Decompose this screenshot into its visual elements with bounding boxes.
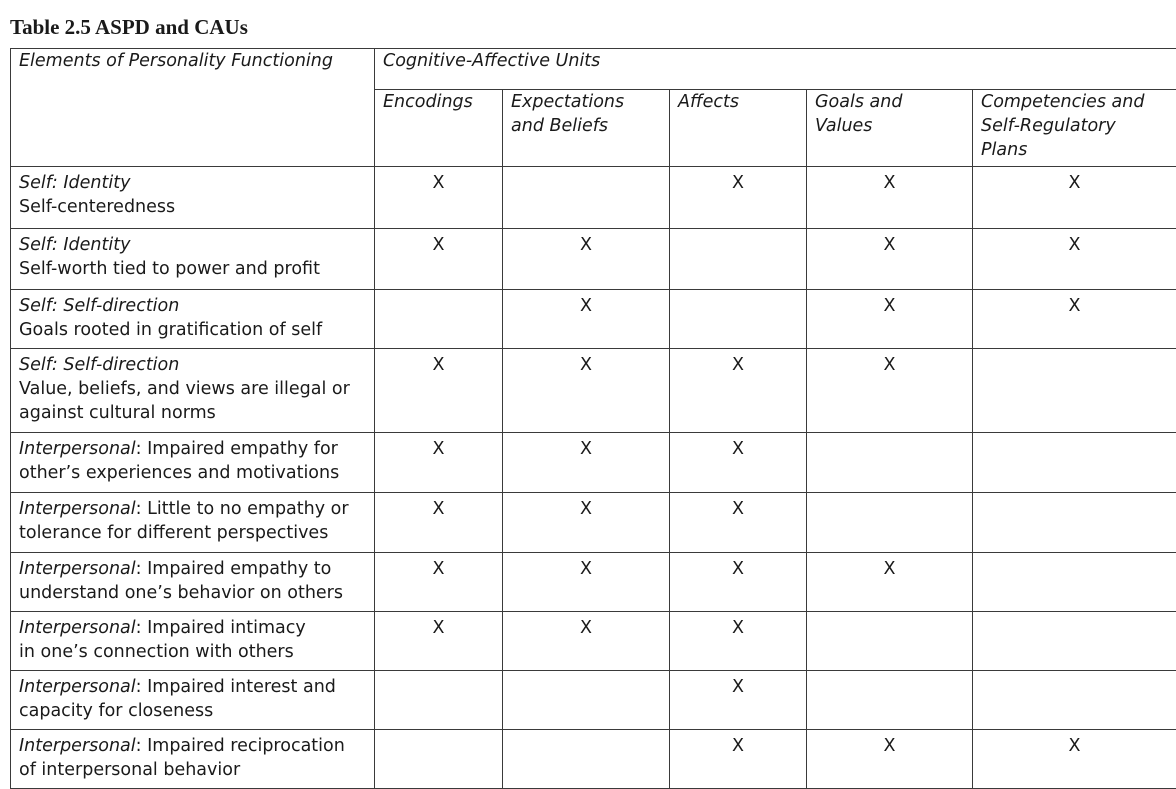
column-header-line: Expectations xyxy=(511,90,661,114)
element-category: Self: Identity xyxy=(19,235,130,255)
table-row xyxy=(11,553,1176,612)
table-row xyxy=(11,612,1176,671)
element-description: Self-centeredness xyxy=(19,195,366,219)
mark-cell-goals-values: X xyxy=(807,167,973,229)
column-header-competencies-plans xyxy=(973,90,1176,167)
header-row xyxy=(11,49,1176,90)
mark-cell-encodings: X xyxy=(375,167,503,229)
mark-cell-goals-values: X xyxy=(807,553,973,612)
mark-cell-expectations-beliefs: X xyxy=(503,349,670,433)
table-row xyxy=(11,229,1176,290)
mark-cell-goals-values: X xyxy=(807,349,973,433)
mark-cell-affects: X xyxy=(670,493,807,553)
mark-cell-competencies-plans: X xyxy=(973,290,1176,349)
element-category: Interpersonal xyxy=(19,559,136,579)
element-description-start: : Impaired intimacy xyxy=(136,618,306,638)
table-caption: Table 2.5 ASPD and CAUs xyxy=(10,15,248,40)
mark-cell-expectations-beliefs: X xyxy=(503,553,670,612)
element-cell xyxy=(11,349,375,433)
mark-cell-goals-values xyxy=(807,671,973,730)
element-heading xyxy=(19,437,366,461)
column-header-line: Goals and xyxy=(815,90,964,114)
mark-cell-encodings: X xyxy=(375,229,503,290)
mark-cell-encodings xyxy=(375,730,503,789)
table-row xyxy=(11,671,1176,730)
element-category: Self: Self-direction xyxy=(19,296,179,316)
element-category: Interpersonal xyxy=(19,677,136,697)
mark-cell-goals-values xyxy=(807,433,973,493)
column-header-line: Self-Regulatory xyxy=(981,114,1168,138)
aspd-cau-table xyxy=(10,48,1176,789)
column-header-goals-values xyxy=(807,90,973,167)
mark-cell-encodings xyxy=(375,671,503,730)
element-description: capacity for closeness xyxy=(19,699,366,723)
table-row xyxy=(11,167,1176,229)
mark-cell-encodings: X xyxy=(375,553,503,612)
element-description: other’s experiences and motivations xyxy=(19,461,366,485)
element-cell xyxy=(11,493,375,553)
element-description-start: : Impaired empathy to xyxy=(136,559,332,579)
mark-cell-encodings: X xyxy=(375,612,503,671)
element-heading xyxy=(19,734,366,758)
element-cell xyxy=(11,730,375,789)
mark-cell-competencies-plans: X xyxy=(973,167,1176,229)
mark-cell-affects xyxy=(670,290,807,349)
elements-header: Elements of Personality Functioning xyxy=(11,49,375,167)
element-heading xyxy=(19,294,366,318)
element-cell xyxy=(11,612,375,671)
mark-cell-competencies-plans xyxy=(973,671,1176,730)
mark-cell-encodings: X xyxy=(375,349,503,433)
table-row xyxy=(11,730,1176,789)
element-category: Interpersonal xyxy=(19,499,136,519)
element-description: tolerance for different perspectives xyxy=(19,521,366,545)
mark-cell-goals-values: X xyxy=(807,290,973,349)
mark-cell-expectations-beliefs: X xyxy=(503,229,670,290)
column-header-line: Competencies and xyxy=(981,90,1168,114)
mark-cell-affects: X xyxy=(670,349,807,433)
mark-cell-goals-values: X xyxy=(807,730,973,789)
element-category: Self: Self-direction xyxy=(19,355,179,375)
mark-cell-affects: X xyxy=(670,167,807,229)
mark-cell-affects: X xyxy=(670,553,807,612)
element-description-start: : Impaired reciprocation xyxy=(136,736,345,756)
mark-cell-encodings xyxy=(375,290,503,349)
table-body xyxy=(11,49,1176,789)
element-category: Self: Identity xyxy=(19,173,130,193)
element-heading xyxy=(19,353,366,377)
mark-cell-competencies-plans xyxy=(973,553,1176,612)
table-row xyxy=(11,433,1176,493)
mark-cell-expectations-beliefs: X xyxy=(503,290,670,349)
element-cell xyxy=(11,553,375,612)
column-header-line: Values xyxy=(815,114,964,138)
table-row xyxy=(11,349,1176,433)
element-description: Value, beliefs, and views are illegal or xyxy=(19,377,366,401)
element-heading xyxy=(19,675,366,699)
mark-cell-expectations-beliefs xyxy=(503,730,670,789)
column-header-encodings xyxy=(375,90,503,167)
element-cell xyxy=(11,290,375,349)
mark-cell-affects: X xyxy=(670,730,807,789)
mark-cell-expectations-beliefs xyxy=(503,167,670,229)
element-cell xyxy=(11,167,375,229)
column-header-line: Affects xyxy=(678,90,798,114)
cau-header: Cognitive-Affective Units xyxy=(375,49,1176,90)
mark-cell-competencies-plans xyxy=(973,493,1176,553)
column-header-line: Encodings xyxy=(383,90,494,114)
element-description: Goals rooted in gratification of self xyxy=(19,318,366,342)
mark-cell-goals-values: X xyxy=(807,229,973,290)
table-row xyxy=(11,493,1176,553)
mark-cell-encodings: X xyxy=(375,493,503,553)
mark-cell-affects: X xyxy=(670,433,807,493)
column-header-line: and Beliefs xyxy=(511,114,661,138)
mark-cell-expectations-beliefs: X xyxy=(503,433,670,493)
element-category: Interpersonal xyxy=(19,618,136,638)
element-heading xyxy=(19,497,366,521)
mark-cell-expectations-beliefs xyxy=(503,671,670,730)
element-cell xyxy=(11,433,375,493)
element-description: against cultural norms xyxy=(19,401,366,425)
element-description: of interpersonal behavior xyxy=(19,758,366,782)
mark-cell-competencies-plans xyxy=(973,433,1176,493)
mark-cell-goals-values xyxy=(807,493,973,553)
element-heading xyxy=(19,233,366,257)
element-heading xyxy=(19,616,366,640)
element-heading xyxy=(19,557,366,581)
element-description-start: : Impaired interest and xyxy=(136,677,336,697)
element-description-start: : Little to no empathy or xyxy=(136,499,349,519)
element-description-start: : Impaired empathy for xyxy=(136,439,338,459)
mark-cell-encodings: X xyxy=(375,433,503,493)
mark-cell-affects: X xyxy=(670,612,807,671)
column-header-expectations-beliefs xyxy=(503,90,670,167)
element-description: understand one’s behavior on others xyxy=(19,581,366,605)
mark-cell-expectations-beliefs: X xyxy=(503,612,670,671)
mark-cell-affects xyxy=(670,229,807,290)
element-category: Interpersonal xyxy=(19,736,136,756)
element-category: Interpersonal xyxy=(19,439,136,459)
mark-cell-competencies-plans xyxy=(973,612,1176,671)
mark-cell-affects: X xyxy=(670,671,807,730)
mark-cell-competencies-plans: X xyxy=(973,229,1176,290)
mark-cell-competencies-plans xyxy=(973,349,1176,433)
element-cell xyxy=(11,671,375,730)
mark-cell-expectations-beliefs: X xyxy=(503,493,670,553)
element-heading xyxy=(19,171,366,195)
element-description: in one’s connection with others xyxy=(19,640,366,664)
column-header-affects xyxy=(670,90,807,167)
mark-cell-competencies-plans: X xyxy=(973,730,1176,789)
element-description: Self-worth tied to power and profit xyxy=(19,257,366,281)
mark-cell-goals-values xyxy=(807,612,973,671)
element-cell xyxy=(11,229,375,290)
table-row xyxy=(11,290,1176,349)
column-header-line: Plans xyxy=(981,138,1168,162)
